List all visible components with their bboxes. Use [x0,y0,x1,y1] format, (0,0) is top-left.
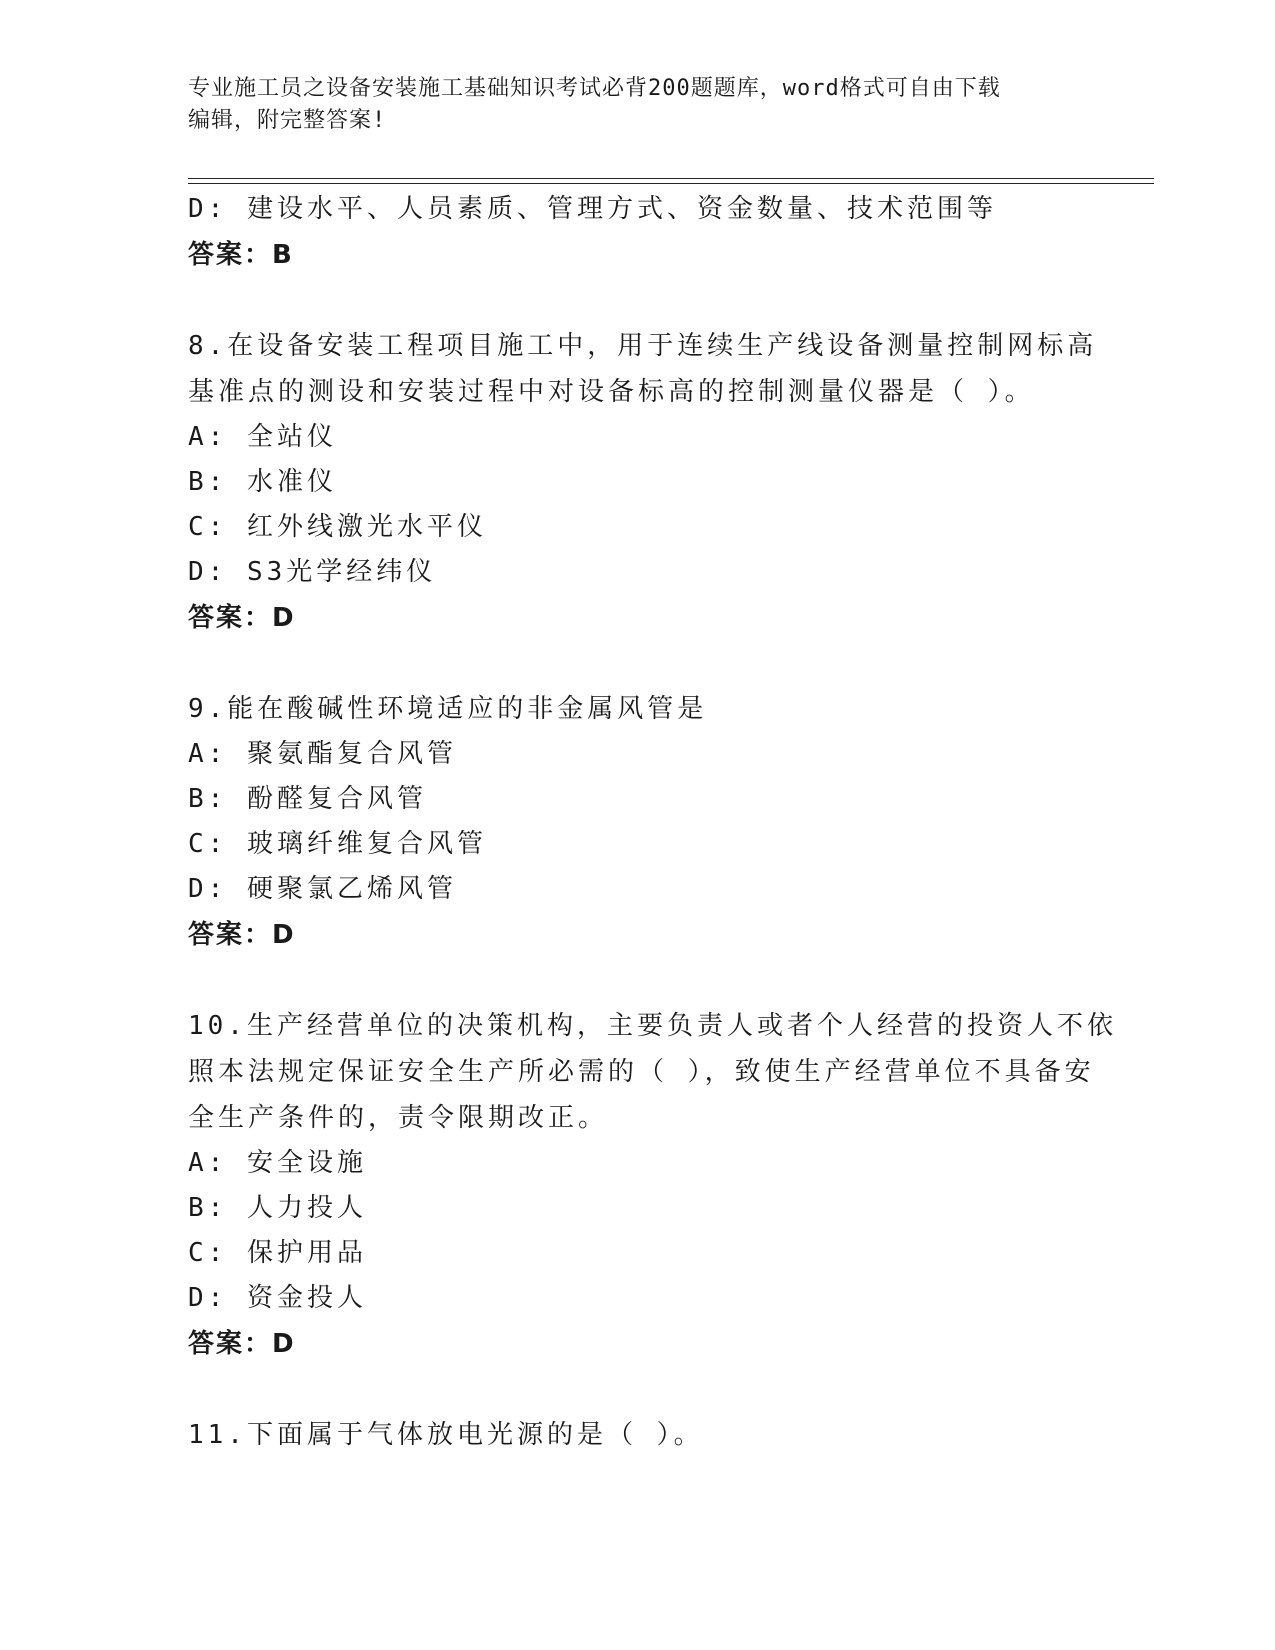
question-text: 8.在设备安装工程项目施工中，用于连续生产线设备测量控制网标高 [188,331,1098,361]
question-list [188,187,1117,1458]
question-11 [188,1412,1088,1458]
option-a: A: 全站仪 [188,422,337,452]
option-d: D: 资金投人 [188,1283,367,1313]
header-line-2: 编辑，附完整答案! [188,108,387,133]
option-a: A: 安全设施 [188,1148,367,1178]
option-b: B: 人力投人 [188,1193,367,1223]
question-text: 10.生产经营单位的决策机构，主要负责人或者个人经营的投资人不依 [188,1011,1117,1041]
spacer [188,641,1088,686]
spacer [188,278,1088,323]
question-9 [188,686,1088,958]
answer-label: 答案：D [188,603,296,633]
header-rule-bottom [188,183,1154,184]
question-text: 基准点的测设和安装过程中对设备标高的控制测量仪器是（ ）。 [188,377,1035,407]
question-text: 11.下面属于气体放电光源的是（ ）。 [188,1420,704,1450]
question-text: 全生产条件的，责令限期改正。 [188,1103,609,1133]
option-d: D: 硬聚氯乙烯风管 [188,874,457,904]
answer-label: 答案：D [188,1329,296,1359]
option-c: C: 保护用品 [188,1238,367,1268]
option-c: C: 红外线激光水平仪 [188,512,487,542]
question-text: 照本法规定保证安全生产所必需的（ ），致使生产经营单位不具备安 [188,1057,1095,1087]
option-b: B: 酚醛复合风管 [188,784,427,814]
option-a: A: 聚氨酯复合风管 [188,739,457,769]
option-c: C: 玻璃纤维复合风管 [188,829,487,859]
question-text: 9.能在酸碱性环境适应的非金属风管是 [188,694,708,724]
answer-label: 答案：D [188,920,296,950]
option-d: D: 建设水平、人员素质、管理方式、资金数量、技术范围等 [188,194,997,224]
spacer [188,1367,1088,1412]
document-header [188,73,1088,137]
header-rule-top [188,178,1154,179]
question-10 [188,1003,1117,1367]
option-b: B: 水准仪 [188,467,337,497]
spacer [188,958,1088,1003]
option-d: D: S3光学经纬仪 [188,557,437,587]
previous-question-tail [188,187,1088,278]
header-line-1: 专业施工员之设备安装施工基础知识考试必背200题题库，word格式可自由下载 [188,76,1001,101]
answer-label: 答案：B [188,240,294,270]
question-8 [188,323,1098,641]
